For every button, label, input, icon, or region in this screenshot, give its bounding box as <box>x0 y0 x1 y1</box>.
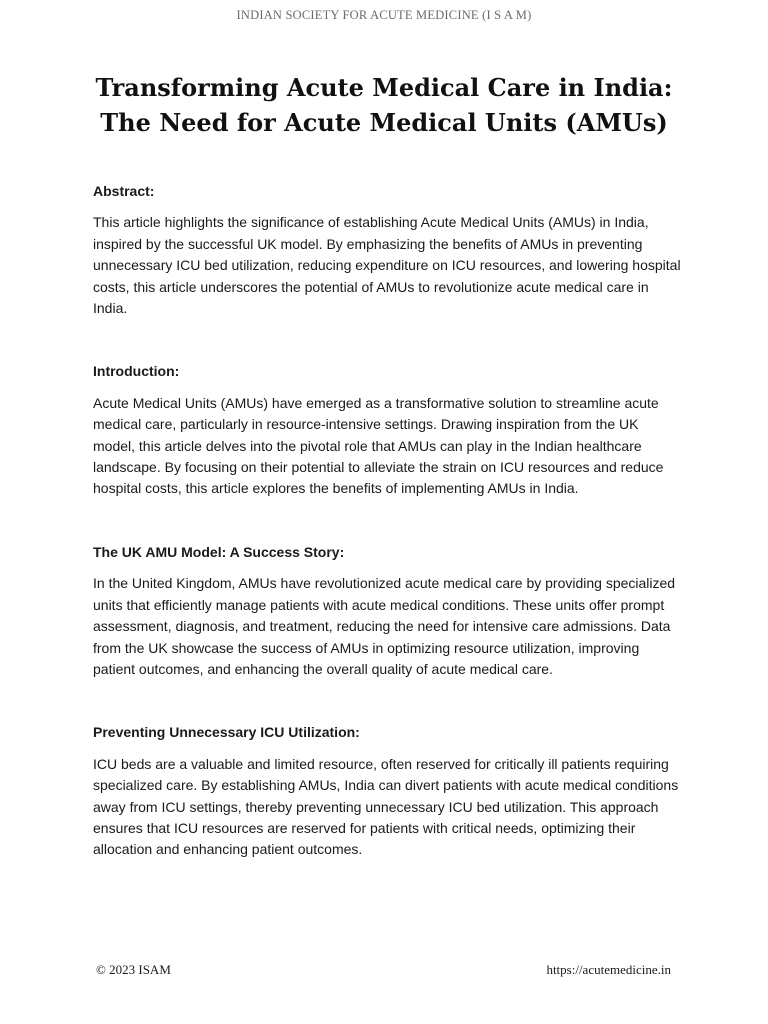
section-heading: Introduction: <box>93 363 180 380</box>
article-title-line-2: The Need for Acute Medical Units (AMUs) <box>100 108 668 137</box>
section-heading: Abstract: <box>93 183 155 199</box>
footer-url: https://acutemedicine.in <box>546 962 671 977</box>
section-abstract <box>93 181 681 319</box>
section-paragraph: This article highlights the significance of establishing Acute Medical Units (AMUs) in India, inspired by the successful UK model. By emphasizing the benefits of AMUs in preventing unnecessary ICU bed utilization, reducing expenditure on ICU resources, and lowering hospital costs, this article underscores the potential of AMUs to revolutionize acute medical care in India. <box>93 214 681 317</box>
section-introduction <box>93 361 681 499</box>
article-title <box>60 70 708 140</box>
section-paragraph: In the United Kingdom, AMUs have revolutionized acute medical care by providing specialized units that efficiently manage patients with acute medical conditions. These units offer prompt assessment, diagnosis, and treatment, reducing the need for intensive care admissions. Data from the UK showcase the success of AMUs in optimizing resource utilization, improving patient outcomes, and enhancing the overall quality of acute medical care. <box>93 575 676 677</box>
footer-copyright: © 2023 ISAM <box>96 962 171 977</box>
section-paragraph: ICU beds are a valuable and limited resource, often reserved for critically ill patients requiring specialized care. By establishing AMUs, India can divert patients with acute medical conditions away from ICU settings, thereby preventing unnecessary ICU bed utilization. This approach ensures that ICU resources are reserved for patients with critical needs, optimizing their allocation and enhancing patient outcomes. <box>93 755 679 858</box>
section-heading: The UK AMU Model: A Success Story: <box>93 543 345 560</box>
article-body <box>93 181 681 903</box>
section-uk-amu-model <box>93 542 681 680</box>
section-preventing-icu-utilization <box>93 722 681 860</box>
section-heading: Preventing Unnecessary ICU Utilization: <box>93 724 360 741</box>
section-paragraph: Acute Medical Units (AMUs) have emerged as a transformative solution to streamline acute medical care, particularly in resource-intensive settings. Drawing inspiration from the UK model, this article delves into the pivotal role that AMUs can play in the Indian healthcare landscape. By focusing on their potential to alleviate the strain on ICU resources and reduce hospital costs, this article explores the benefits of implementing AMUs in India. <box>93 394 664 497</box>
running-header: INDIAN SOCIETY FOR ACUTE MEDICINE (I S A M) <box>236 8 532 22</box>
article-title-line-1: Transforming Acute Medical Care in India: <box>95 73 673 102</box>
